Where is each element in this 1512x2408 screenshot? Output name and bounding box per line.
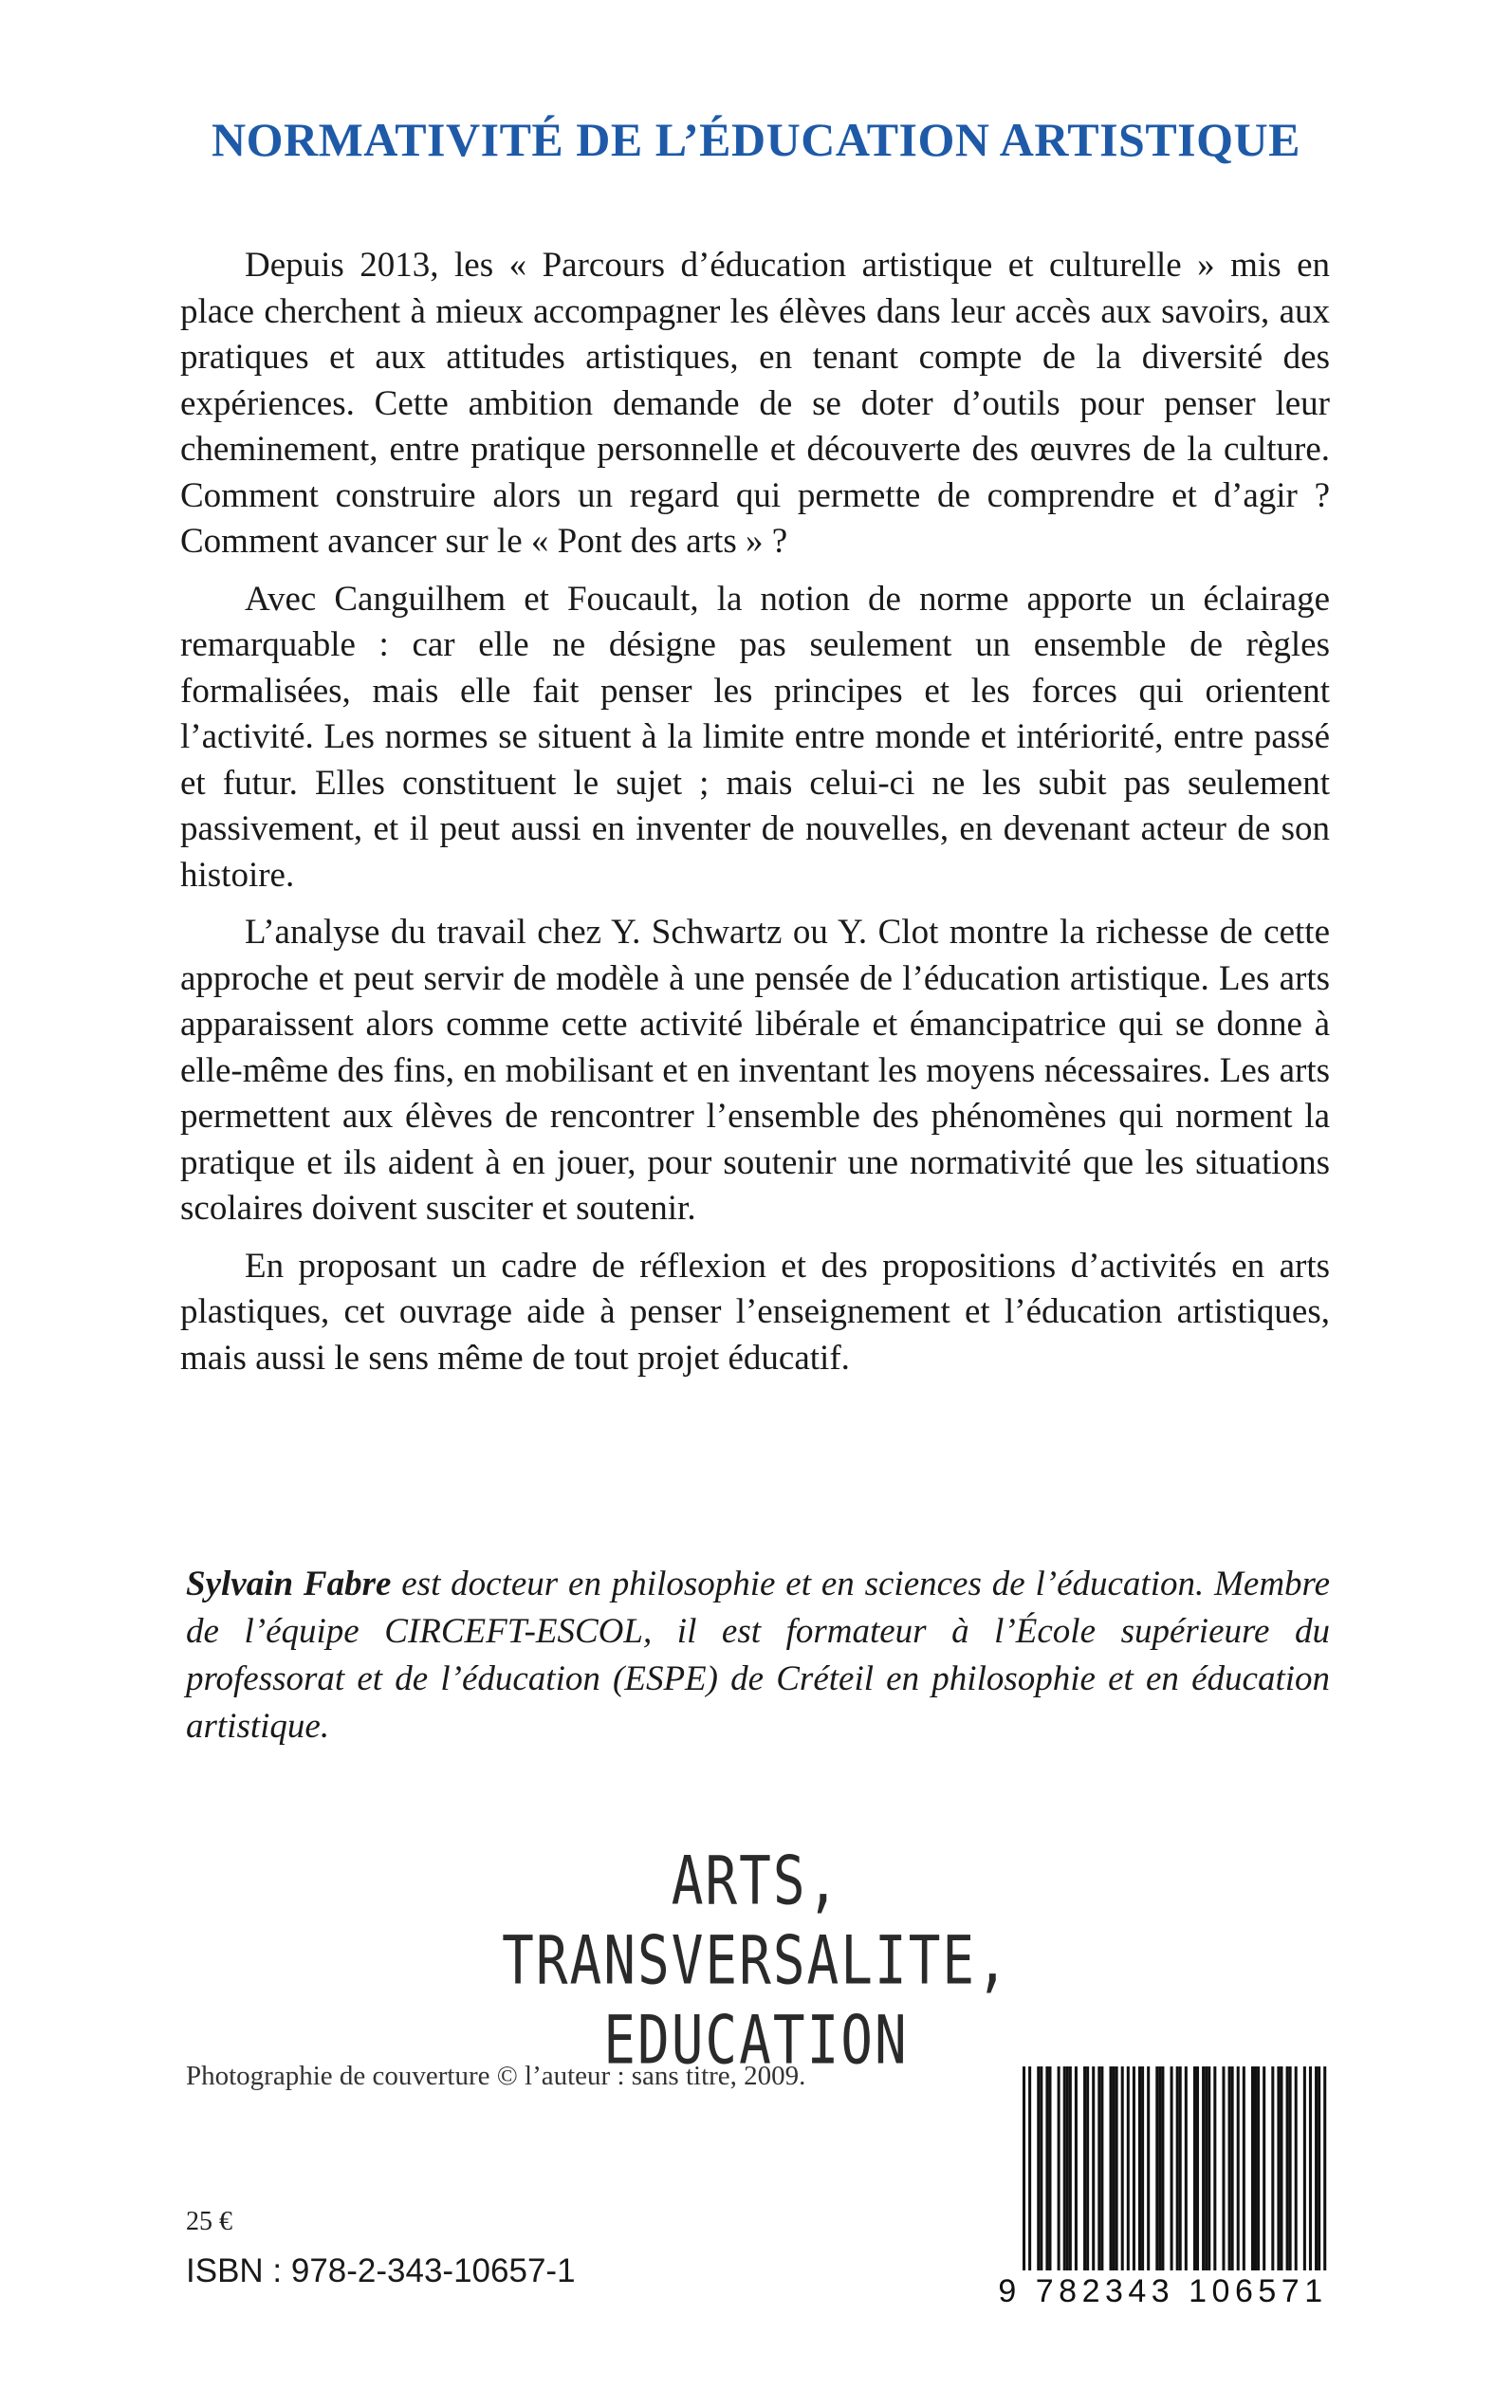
barcode-bar	[1092, 2066, 1095, 2270]
barcode-bar	[1069, 2066, 1072, 2270]
barcode-bar	[1100, 2066, 1103, 2270]
barcode-bar	[1121, 2066, 1124, 2270]
barcode-bar	[1086, 2066, 1089, 2270]
barcode-bar	[1254, 2066, 1257, 2270]
barcode-bar	[1063, 2066, 1066, 2270]
barcode-bar	[1048, 2066, 1051, 2270]
isbn: ISBN : 978-2-343-10657-1	[186, 2252, 576, 2289]
barcode-bar	[1286, 2066, 1289, 2270]
barcode-bar	[1158, 2066, 1161, 2270]
barcode-bar	[1138, 2066, 1141, 2270]
barcode-bar	[1251, 2066, 1254, 2270]
barcode-bar	[1277, 2066, 1280, 2270]
blurb-paragraph: Depuis 2013, les « Parcours d’éducation artistique et culturelle » mis en place cherchent à mieux accompagner les élèves dans leur accès aux savoirs, aux pratiques et aux attitudes artistiques, en tenant compte de la diversité des expériences. Cette ambition demande de se doter d’outils pour penser leur cheminement, entre pratique personnelle et découverte des œuvres de la culture. Comment construire alors un regard qui permette de comprendre et d’agir ? Comment avancer sur le « Pont des arts » ?	[180, 246, 1330, 561]
series-line: TRANSVERSALITE,	[502, 1922, 1010, 2000]
barcode-bar	[1113, 2066, 1116, 2270]
barcode-bar	[1127, 2066, 1130, 2270]
book-title: NORMATIVITÉ DE L’ÉDUCATION ARTISTIQUE	[212, 113, 1300, 166]
barcode-bar	[1193, 2066, 1196, 2270]
barcode-bar	[1141, 2066, 1144, 2270]
series-line: ARTS,	[671, 1843, 841, 1920]
barcode-bar	[1257, 2066, 1260, 2270]
barcode-bar	[1213, 2066, 1216, 2270]
photo-credit: Photographie de couverture © l’auteur : sans titre, 2009.	[186, 2061, 806, 2091]
author-name: Sylvain Fabre	[186, 1565, 392, 1603]
blurb-paragraph: L’analyse du travail chez Y. Schwartz ou Y. Clot montre la richesse de cette approche et peut servir de modèle à une pensée de l’éducation artistique. Les arts apparaissent alors comme cette activité libérale et émancipatrice qui se donne à elle-même des fins, en mobilisant et en inventant les moyens nécessaires. Les arts permettent aux élèves de rencontrer l’ensemble des phénomènes qui norment la pratique et ils aident à en jouer, pour soutenir une normativité que les situations scolaires doivent susciter et soutenir.	[180, 913, 1330, 1228]
barcode-bar	[1237, 2066, 1240, 2270]
price: 25 €	[186, 2207, 232, 2236]
barcode-bar	[1196, 2066, 1199, 2270]
barcode-bar	[1202, 2066, 1205, 2270]
barcode-digits: 9 782343 106571	[994, 2273, 1332, 2310]
barcode-bar	[1280, 2066, 1282, 2270]
barcode-bar	[1066, 2066, 1069, 2270]
back-cover-blurb	[180, 243, 1330, 1393]
barcode-bar	[1295, 2066, 1298, 2270]
blurb-paragraph: En proposant un cadre de réflexion et des propositions d’activités en arts plastiques, cet ouvrage aide à penser l’enseignement et l’éducation artistiques, mais aussi le sens même de tout projet éducatif.	[180, 1246, 1330, 1378]
barcode-bar	[1097, 2066, 1100, 2270]
barcode-bar	[1243, 2066, 1245, 2270]
barcode-bar	[1176, 2066, 1179, 2270]
barcode-bar	[1315, 2066, 1318, 2270]
barcode-bar	[1045, 2066, 1048, 2270]
series-logo	[0, 1843, 1512, 2082]
barcode-bar	[1318, 2066, 1320, 2270]
barcode-bar	[1133, 2066, 1135, 2270]
author-bio-text: est docteur en philosophie et en sciences de l’éducation. Membre de l’équipe CIRCEFT-ESCOL, il est formateur à l’École supérieure du professorat et de l’éducation (ESPE) de Créteil en philosophie et en éducation artistique.	[186, 1565, 1330, 1746]
barcode-bar	[1058, 2066, 1060, 2270]
barcode-bar	[1205, 2066, 1208, 2270]
barcode-bar	[1147, 2066, 1150, 2270]
barcode	[994, 2066, 1332, 2325]
barcode-bar	[1171, 2066, 1173, 2270]
barcode-bar	[1208, 2066, 1210, 2270]
barcode-bar	[1037, 2066, 1040, 2270]
blurb-paragraph: Avec Canguilhem et Foucault, la notion de norme apporte un éclairage remarquable : car elle ne désigne pas seulement un ensemble de règles formalisées, mais elle fait penser les principes et les forces qui orientent l’activité. Les normes se situent à la limite entre monde et intériorité, entre passé et futur. Elles constituent le sujet ; mais celui-ci ne les subit pas seulement passivement, et il peut aussi en inventer de nouvelles, en devenant acteur de son histoire.	[180, 579, 1330, 895]
barcode-bar	[1303, 2066, 1306, 2270]
barcode-bar	[1155, 2066, 1158, 2270]
barcode-bar	[1185, 2066, 1188, 2270]
barcode-bar	[1116, 2066, 1118, 2270]
barcode-bar	[1075, 2066, 1078, 2270]
barcode-bar	[1023, 2066, 1025, 2270]
barcode-bar	[1161, 2066, 1164, 2270]
series-line: EDUCATION	[603, 2002, 909, 2080]
barcode-bar	[1179, 2066, 1182, 2270]
barcode-bar	[1323, 2066, 1326, 2270]
barcode-bar	[1309, 2066, 1312, 2270]
barcode-bar	[1028, 2066, 1031, 2270]
barcode-bar	[1271, 2066, 1274, 2270]
barcode-bar	[1231, 2066, 1234, 2270]
barcode-bar	[1110, 2066, 1113, 2270]
barcode-bar	[1228, 2066, 1231, 2270]
barcode-bar	[1083, 2066, 1086, 2270]
barcode-bar	[1222, 2066, 1225, 2270]
barcode-bar	[1040, 2066, 1042, 2270]
author-bio	[186, 1561, 1330, 1750]
barcode-bar	[1263, 2066, 1265, 2270]
barcode-bar	[1289, 2066, 1292, 2270]
